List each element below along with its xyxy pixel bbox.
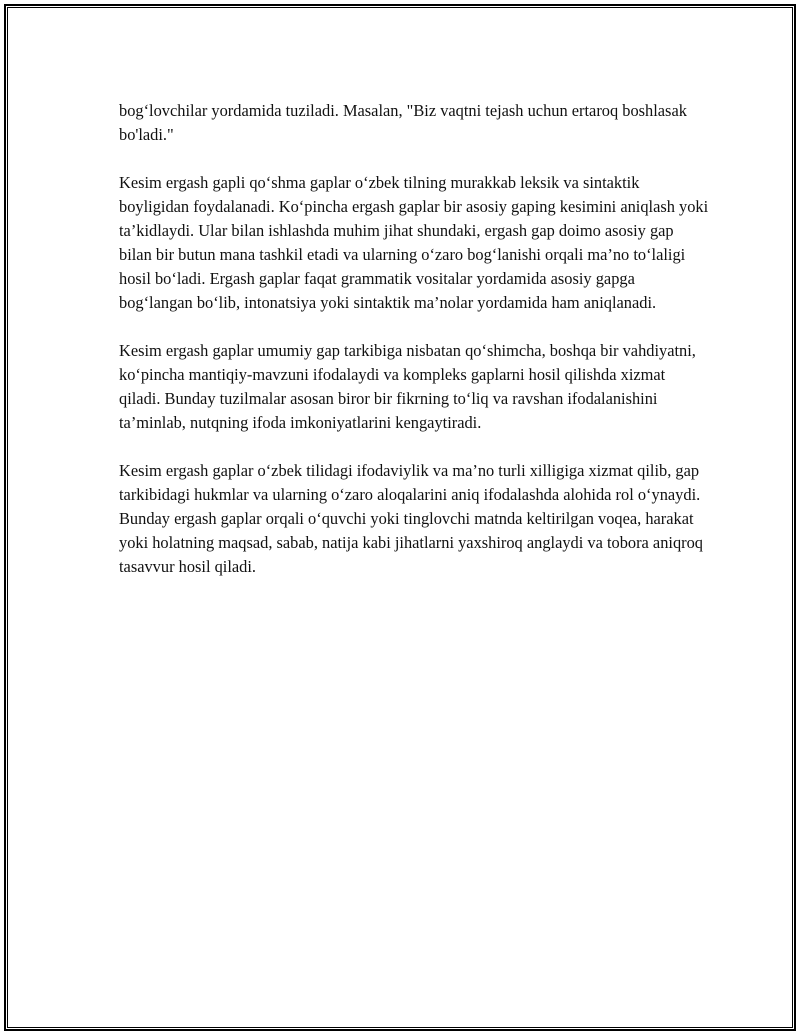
paragraph-4: Kesim ergash gaplar o‘zbek tilidagi ifodaviylik va ma’no turli xilligiga xizmat qilib, gap tarkibidagi hukmlar va ularning o‘zaro aloqalarini aniq ifodalashda alohida rol o‘ynaydi. Bunday ergash gaplar orqali o‘quvchi yoki tinglovchi matnda keltirilgan voqea, harakat yoki holatning maqsad, sabab, natija kabi jihatlarni yaxshiroq anglaydi va tobora aniqroq tasavvur hosil qiladi. bbox=[119, 461, 703, 576]
document-page bbox=[4, 4, 796, 1031]
document-body bbox=[119, 99, 709, 603]
paragraph-1: bog‘lovchilar yordamida tuziladi. Masalan, "Biz vaqtni tejash uchun ertaroq boshlasak bo'ladi." bbox=[119, 101, 687, 144]
paragraph-2: Kesim ergash gapli qo‘shma gaplar o‘zbek tilning murakkab leksik va sintaktik boyligidan foydalanadi. Ko‘pincha ergash gaplar bir asosiy gaping kesimini aniqlash yoki ta’kidlaydi. Ular bilan ishlashda muhim jihat shundaki, ergash gap doimo asosiy gap bilan bir butun mana tashkil etadi va ularning o‘zaro bog‘lanishi orqali ma’no to‘laligi hosil bo‘ladi. Ergash gaplar faqat grammatik vositalar yordamida asosiy gapga bog‘langan bo‘lib, intonatsiya yoki sintaktik ma’nolar yordamida ham aniqlanadi. bbox=[119, 173, 709, 312]
paragraph-3: Kesim ergash gaplar umumiy gap tarkibiga nisbatan qo‘shimcha, boshqa bir vahdiyatni, ko‘pincha mantiqiy-mavzuni ifodalaydi va kompleks gaplarni hosil qilishda xizmat qiladi. Bunday tuzilmalar asosan biror bir fikrning to‘liq va ravshan ifodalanishini ta’minlab, nutqning ifoda imkoniyatlarini kengaytiradi. bbox=[119, 341, 696, 432]
